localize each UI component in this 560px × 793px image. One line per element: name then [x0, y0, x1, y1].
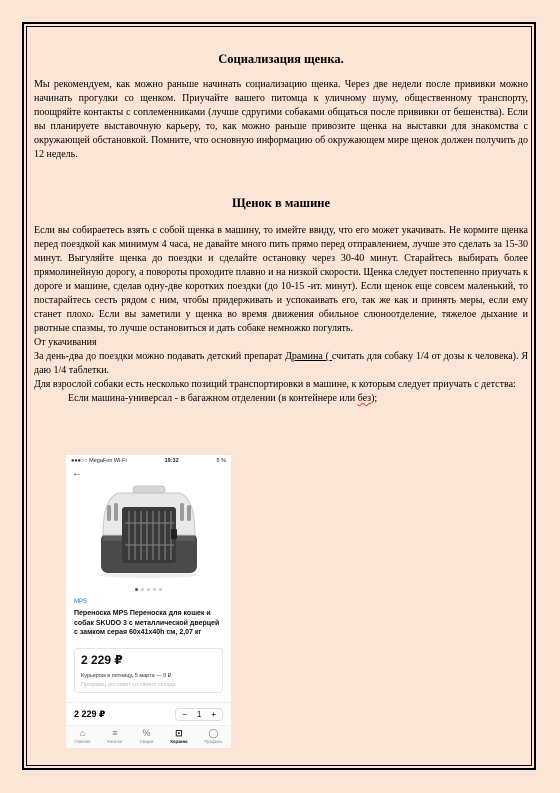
- tab-home[interactable]: ⌂ Главная: [74, 728, 91, 744]
- cart-price: 2 229 ₽: [74, 708, 106, 719]
- section-title-socialization: Социализация щенка.: [218, 52, 344, 66]
- percent-icon: %: [142, 728, 151, 738]
- carousel-dot[interactable]: [141, 588, 144, 591]
- socialization-paragraph: Мы рекомендуем, как можно раньше начинать социализацию щенка. Через две недели после прививки можно начинать прогулки со щенком. Приучайте вашего питомца к уличному шуму, общественному транспорту, поощряйте контакты с соплеменниками (лучше сдругими собаками общаться после прививки от бешенства). Если вы планируете выставочную карьеру, то, как можно раньше привозите щенка на выставки для знакомства с окружающей обстановкой. Помните, что основную информацию об окружающем мире щенок должен получить до 12 недель.: [34, 79, 528, 160]
- product-image: [66, 481, 231, 581]
- motion-sickness-line: От укачивания: [34, 337, 97, 348]
- document-body: [34, 30, 528, 406]
- tab-bar: [66, 725, 231, 748]
- carousel-dot[interactable]: [135, 588, 138, 591]
- price-box: [74, 648, 223, 693]
- carousel-dot[interactable]: [147, 588, 150, 591]
- carrier-label: ●●●○○ MegaFon Wi-Fi: [71, 458, 127, 464]
- battery-label: 5 %: [216, 458, 226, 464]
- carousel-dot[interactable]: [153, 588, 156, 591]
- drug-link[interactable]: Драмина: [285, 351, 323, 362]
- pet-carrier-icon: [89, 483, 209, 579]
- minus-icon[interactable]: −: [182, 709, 187, 719]
- transport-item: Если машина-универсал - в багажном отделении (в контейнере или без);: [68, 393, 378, 404]
- transport-intro: Для взрослой собаки есть несколько позиций транспортировки в машине, к которым следует приучать с детства:: [34, 379, 516, 390]
- tab-catalog[interactable]: ≡ Каталог: [107, 728, 123, 744]
- car-paragraph: Если вы собираетесь взять с собой щенка в машину, то имейте ввиду, что его может укачивать. Не кормите щенка перед поездкой как минимум 4 часа, не давайте много пить прямо перед отправлением, лучше это сделать за 15-30 минут. Выгуляйте щенка до поездки и сделайте остановку через 30-40 минут. Старайтесь выбирать более прямолинейную дорогу, а повороты проходите плавно и на низкой скорости. Щенка следует постепенно приучать к дороге и машине, сделав одну-две коротких поездки (до 10-15 -ит. минут). Если щенок еще совсем маленький, то постарайтесь сесть рядом с ним, чтобы придерживать и успокаивать его, так же как и принять меры, если ему станет плохо. Если вы заметили у щенка во время движения обильное слюноотделение, тяжелое дыхание и рвотные спазмы, то лучше остановиться и дать собаке немножко погулять.: [34, 225, 528, 334]
- cart-icon: ⊡: [175, 728, 183, 738]
- plus-icon[interactable]: +: [211, 709, 216, 719]
- status-time: 19:32: [164, 458, 179, 464]
- profile-icon: ◯: [208, 728, 219, 738]
- quantity-stepper[interactable]: [175, 708, 223, 721]
- dose-line: За день-два до поездки можно подавать детский препарат Драмина ( считать для собаку 1/4 от дозы к человека). Я даю 1/4 таблетки.: [34, 351, 528, 376]
- home-icon: ⌂: [79, 728, 86, 738]
- quantity-value: 1: [196, 709, 202, 719]
- back-arrow-icon[interactable]: ←: [72, 468, 82, 479]
- tab-profile[interactable]: ◯ Профиль: [204, 728, 223, 744]
- product-price: 2 229 ₽: [81, 652, 123, 667]
- tab-discounts[interactable]: % Скидки: [139, 728, 154, 744]
- delivery-note: Продавец доставит со своего склада: [81, 681, 176, 688]
- status-bar: [66, 455, 231, 467]
- brand-label[interactable]: MPS: [74, 599, 88, 605]
- carousel-dot[interactable]: [159, 588, 162, 591]
- product-title[interactable]: Переноска MPS Переноска для кошек и собак SKUDO 3 с металлической дверцей с замком серая 60x41x40h см, 2,07 кг: [74, 610, 220, 636]
- phone-screenshot: [66, 455, 231, 748]
- section-title-car: Щенок в машине: [231, 196, 331, 210]
- carousel-dots: [66, 581, 231, 597]
- cart-bar: [66, 702, 231, 725]
- tab-cart[interactable]: ⊡ Корзина: [170, 728, 188, 744]
- delivery-info: Курьером в пятницу, 5 марта — 0 ₽: [81, 672, 172, 679]
- catalog-icon: ≡: [112, 728, 118, 738]
